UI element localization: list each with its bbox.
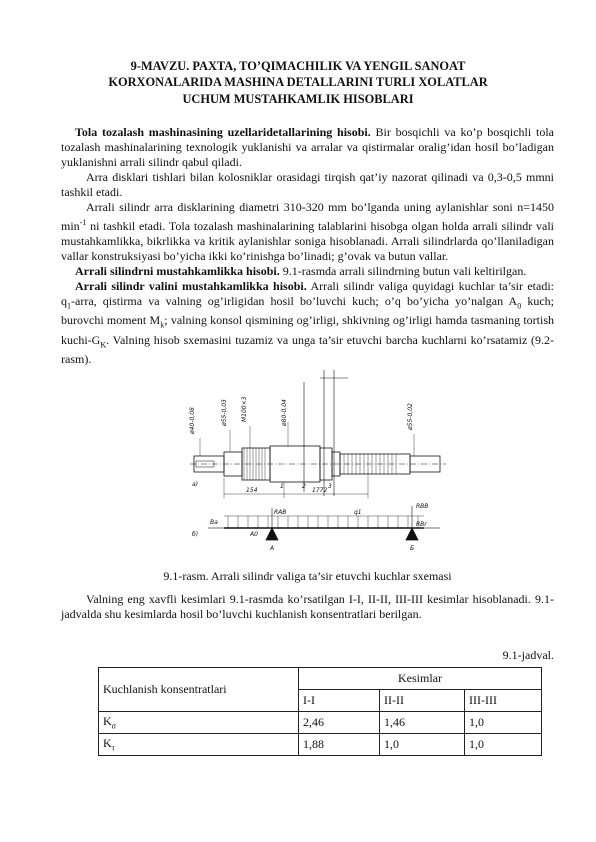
paragraph-6: Valning eng xavfli kesimlari 9.1-rasmda ko’rsatilgan I-I, II-II, III-III kesimlar hisoblanadi. 9.1-jadvalda shu kesimlarda hosil bo’luvchi kuchlanish konsentratlari berilgan. — [61, 592, 554, 621]
paragraph-3-b: ni tashkil etadi. Tola tozalash mashinalarining talablarini hisobga olgan holda arrali silindr vali mustahkamlikka, bikrlikka va kritik aylanishlar soniga hisoblanadi. Arrali silindrlarda qo’llaniladigan vallar konstruksiyasi bo’yicha ikki ko’rinishga bo’linadi; g’ovak va butun vallar. — [61, 219, 554, 263]
p5-s1: 1 — [67, 301, 71, 311]
label-dim1: 154 — [246, 487, 258, 494]
shaft-labels — [189, 396, 414, 494]
body-section-1 — [61, 125, 554, 367]
figure-caption: 9.1-rasm. Arrali silindr valiga ta’sir etuvchi kuchlar sxemasi — [163, 569, 452, 583]
paragraph-5 — [61, 279, 554, 367]
paragraph-1-text: Bir bosqichli va ko’p bosqichli tola tozalash mashinalarining texnologik yuklanishi va arralar va qistirmalar oralig’idan hosil bo’ladigan yuklanishni arrali silindr qabul qiladi. — [61, 125, 554, 169]
row-label — [99, 734, 299, 756]
label-RBB: RBB — [416, 503, 429, 510]
p5-t1: Arrali silindr valiga quyidagi kuchlar ta’sir etadi: q — [61, 279, 555, 308]
title-line-2: KORXONALARIDA MASHINA DETALLARINI TURLI XOLATLAR — [108, 75, 488, 90]
row-label — [99, 712, 299, 734]
p5-s3: k — [160, 320, 165, 330]
shaft-force-diagram — [188, 368, 448, 554]
p5-t5: . Valning hisob sxemasini tuzamiz va unga ta’sir etuvchi barcha kuchlarni ko’rsatamiz (9.2-rasm). — [61, 332, 554, 367]
paragraph-4-text: 9.1-rasmda arrali silindrning butun vali keltirilgan. — [279, 264, 527, 278]
p5-t3: kuch; burovchi moment M — [61, 294, 554, 328]
table-row — [99, 712, 542, 734]
label-A: A — [270, 545, 275, 552]
paragraph-2: Arra disklari tishlari bilan kolosniklar orasidagi tirqish qat’iy nazorat qilinadi va 0,3-0,5 mmni tashkil etadi. — [61, 170, 554, 199]
header-group: Kesimlar — [299, 668, 542, 690]
body-section-2 — [61, 592, 554, 622]
paragraph-1 — [61, 125, 554, 170]
stress-concentration-table — [98, 667, 542, 756]
label-B: Б — [410, 545, 415, 552]
table-cell: 1,0 — [465, 712, 542, 734]
label-A0: A0 — [250, 531, 258, 538]
table-header-row — [99, 668, 542, 690]
label-n2: 2 — [302, 483, 306, 490]
label-RBr: RBr — [416, 521, 427, 528]
label-Ba: Ba — [210, 519, 218, 526]
page-title — [60, 58, 536, 107]
label-a: a) — [192, 481, 199, 488]
row-label-sub: τ — [111, 743, 115, 753]
col-header-2: II-II — [380, 690, 465, 712]
shaft-drawing — [190, 370, 446, 498]
paragraph-3-a: Arrali silindr arra disklarining diametri 310-320 mm bo’lganda uning aylanishlar soni n=1450 min — [61, 200, 554, 233]
title-line-3: UCHUM MUSTAHKAMLIK HISOBLARI — [182, 91, 414, 106]
paragraph-1-lead: Tola tozalash mashinasining uzellaridetallarining hisobi. — [75, 125, 371, 139]
table-cell: 1,0 — [380, 734, 465, 756]
label-b: б) — [192, 531, 199, 538]
paragraph-4-lead: Arrali silindrni mustahkamlikka hisobi. — [75, 264, 280, 278]
label-d1: ø40-0,08 — [189, 407, 196, 434]
p5-s4: K — [100, 340, 107, 350]
table-cell: 1,88 — [299, 734, 380, 756]
label-d4: ø55-0,02 — [407, 403, 414, 430]
label-q1: q1 — [354, 509, 362, 516]
paragraph-3-sup: -1 — [79, 218, 87, 227]
p5-t2: -arra, qistirma va valning og’irligidan hosil bo’luvchi kuch; o’q bo’yicha yo’nalgan A — [71, 294, 518, 308]
label-n1: 1 — [280, 483, 284, 490]
table-row — [99, 734, 542, 756]
table-cell: 1,0 — [465, 734, 542, 756]
col-header-1: I-I — [299, 690, 380, 712]
row-label-main: K — [103, 714, 112, 729]
load-scheme — [208, 506, 440, 540]
col-header-3: III-III — [465, 690, 542, 712]
p5-t4: ; valning konsol qismining og’irligi, shkivning og’irligi hamda tasmaning tortish kuchi-G — [61, 313, 555, 347]
header-left: Kuchlanish konsentratlari — [99, 668, 299, 712]
label-n3: 3 — [328, 483, 332, 490]
label-thread: M100×3 — [241, 396, 248, 422]
label-d3: ø80-0,04 — [281, 399, 288, 426]
title-line-1: 9-MAVZU. PAXTA, TO’QIMACHILIK VA YENGIL SANOAT — [130, 59, 466, 73]
table-label: 9.1-jadval. — [502, 648, 554, 662]
label-dim2: 1772 — [312, 487, 328, 494]
label-d2: ø55-0,03 — [221, 399, 228, 426]
paragraph-3 — [61, 200, 554, 264]
label-RAB: RAB — [274, 509, 287, 516]
paragraph-5-lead: Arrali silindr valini mustahkamlikka hisobi. — [75, 279, 307, 293]
paragraph-4 — [61, 264, 554, 279]
row-label-main: K — [103, 736, 112, 751]
table-cell: 2,46 — [299, 712, 380, 734]
p5-s2: 0 — [517, 301, 522, 311]
row-label-sub: σ — [111, 721, 116, 731]
table-cell: 1,46 — [380, 712, 465, 734]
